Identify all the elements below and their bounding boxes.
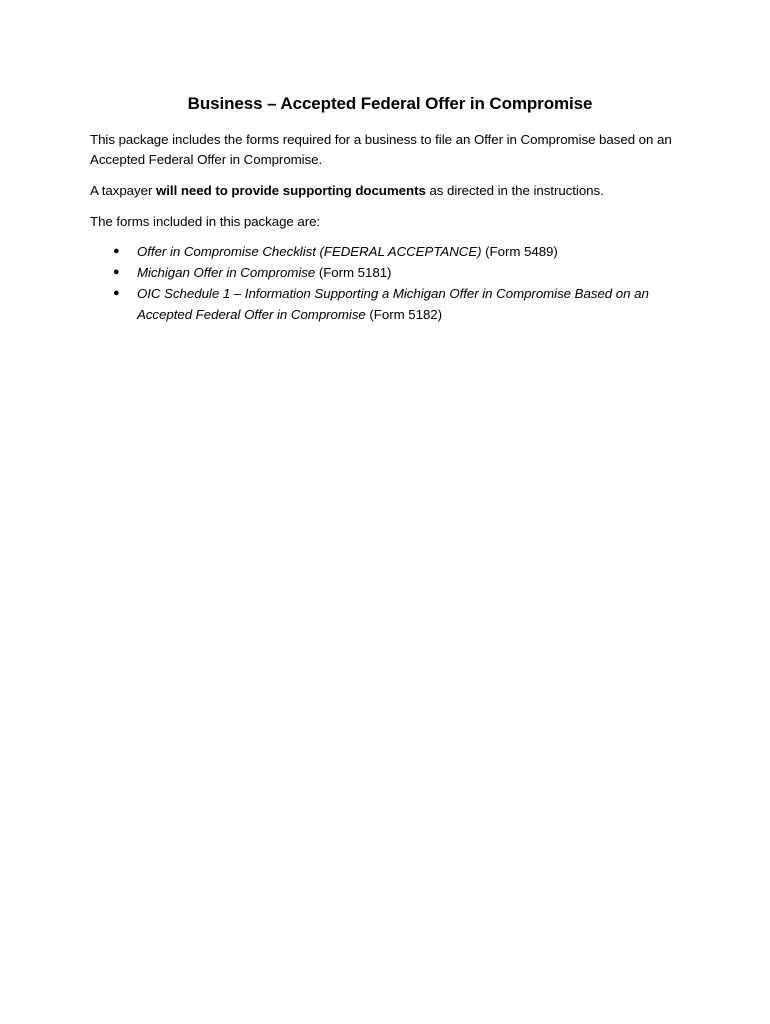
- supporting-prefix: A taxpayer: [90, 183, 156, 198]
- document-title: Business – Accepted Federal Offer in Compromise: [187, 94, 593, 113]
- supporting-documents-paragraph: [90, 181, 690, 201]
- intro-paragraph: This package includes the forms required for a business to file an Offer in Compromise based on an Accepted Federal Offer in Compromise.: [90, 132, 672, 167]
- supporting-suffix: as directed in the instructions.: [425, 183, 604, 198]
- supporting-emphasis: will need to provide supporting documents: [155, 183, 426, 198]
- forms-intro-paragraph: The forms included in this package are:: [90, 214, 321, 229]
- document-content: [90, 93, 690, 325]
- form-number: (Form 5489): [481, 244, 558, 259]
- bullet-icon: ●: [113, 245, 120, 257]
- form-name: Offer in Compromise Checklist (FEDERAL ACCEPTANCE): [137, 244, 482, 259]
- list-item: [90, 262, 690, 283]
- form-name: OIC Schedule 1 – Information Supporting a Michigan Offer in Compromise Based on an Accepted Federal Offer in Compromise: [137, 286, 649, 322]
- form-name: Michigan Offer in Compromise: [137, 265, 316, 280]
- form-number: (Form 5181): [315, 265, 392, 280]
- bullet-icon: ●: [113, 287, 120, 299]
- forms-list: [90, 241, 690, 325]
- bullet-icon: ●: [113, 266, 120, 278]
- form-number: (Form 5182): [365, 307, 443, 322]
- list-item: [90, 283, 690, 325]
- list-item: [90, 241, 690, 262]
